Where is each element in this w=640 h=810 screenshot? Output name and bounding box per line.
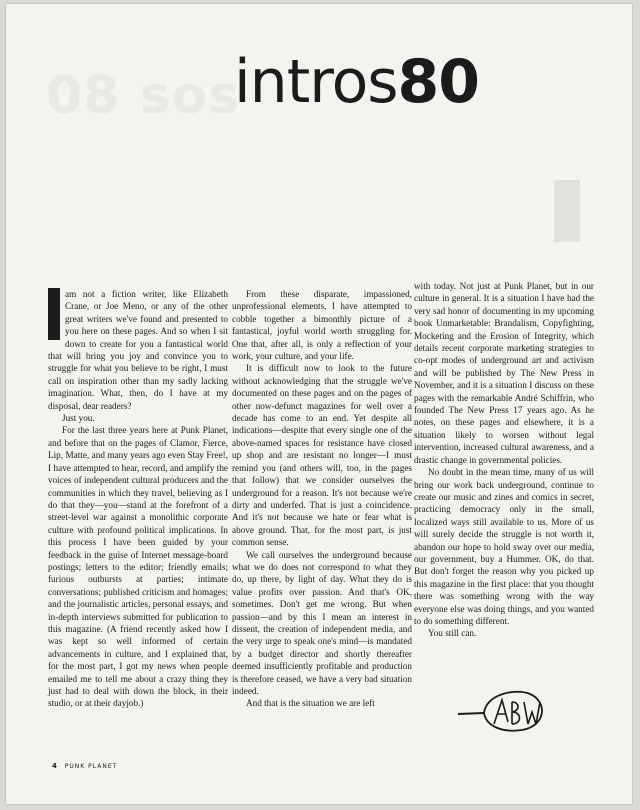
page-number: 4: [52, 762, 58, 770]
magazine-page: [6, 4, 632, 804]
paragraph: From these disparate, impassioned, unprofessional elements, I have attempted to cobble together a bimonthly picture of a fantastical, joyful world worth struggling for. One that, after all, is only a reflection of your work, your culture, and your life.: [232, 289, 412, 362]
paragraph: We call ourselves the underground because what we do does not correspond to what they do, up there, by light of day. What they do is value profits over passion. And that's OK, sometimes. Don't get me wrong. But when passion—and by this I mean an interest in dissent, the creation of independent media, and the very urge to speak one's mind—is mandated by a budget director and shortly thereafter deemed insufficiently profitable and production is therefore ceased, we have a very bad situation indeed.: [232, 549, 412, 696]
publication-name: PUNK PLANET: [64, 763, 118, 770]
closing-line: You still can.: [428, 628, 477, 639]
paragraph: am not a fiction writer, like Elizabeth Crane, or Joe Meno, or any of the other great writers we've found and presented to you here on these pages. And so when I sit down to create for you a fantastical world that will bring you joy and convince you to struggle for what you believe to be right, I must call on inspiration other than my sadly lacking imagination. What, then, do I have at my disposal, dear readers?: [48, 289, 228, 411]
ghost-title-showthrough: 08 sos: [46, 66, 241, 126]
paragraph: Just you.: [62, 413, 95, 424]
paragraph: For the last three years here at Punk Planet, and before that on the pages of Clamor, Fierce, Lip, Matte, and many years ago even Stay Free!, I have attempted to hear, record, and amplify the voices of independent cultural producers and the communities in which they travel, believing as I do that they—you—stand at the forefront of a street-level war against a monolithic corporate culture with profound political implications. In this process I have been guided by your feedback in the guise of Internet message-board postings; letters to the editor; friendly emails; furious outbursts at parties; intimate conversations; published criticism and homages; and the journalistic articles, personal essays, and in-depth interviews submitted for publication to this magazine. (A friend recently asked how I was kept so well informed of certain advancements in culture, and I explained that, for the most part, I got my news when people emailed me to tell me about a crazy thing they just had to deal with down the block, in their studio, or at their dayjob.): [48, 425, 228, 709]
paragraph: It is difficult now to look to the future without acknowledging that the struggle we've documented on these pages and on the pages of other now-defunct magazines for well over a decade has come to an end. Yet despite all indications—despite that every single one of the above-named spaces for resistance have closed up shop and are resistant no longer—I must remind you (and others will, too, in the pages that follow) that we consider ourselves the underground for a reason. It's not because we're dirty and underfed. That is just a coincidence. And it's not because we hate or fear what is above ground. That, for the most part, is just common sense.: [232, 363, 412, 548]
paragraph: No doubt in the mean time, many of us will bring our work back underground, continue to create our music and zines and comics in secret, practicing democracy only in the small, localized ways still available to us. More of us will surely decide the struggle is not worth it, abandon our hope to hold sway over our media, our government, buy a Hummer. OK, do that. But don't forget the reason why you picked up this magazine in the first place: that you thought there was something wrong with the way everyone else was doing things, and you wanted to do something different.: [414, 467, 594, 626]
text-column-1: [48, 248, 228, 710]
ghost-dropcap-showthrough: [554, 180, 580, 242]
page-footer: [52, 762, 117, 770]
text-column-2: [232, 288, 412, 710]
page-title-word: intros: [234, 47, 398, 117]
text-column-3: [414, 280, 594, 640]
page-title: [234, 47, 480, 117]
page-title-number: 80: [397, 47, 480, 117]
dropcap-i: [48, 288, 60, 340]
paragraph: with today. Not just at Punk Planet, but in our culture in general. It is a situation I have had the very sad honor of documenting in my upcoming book Unmarketable: Brandalism, Copyfighting, Mocketing and the Erosion of Integrity, which details recent corporate marketing strategies to co-opt modes of underground art and activism and will be published by The New Press in November, and it is a situation I discuss on these pages with the remarkable André Schiffrin, who founded The New Press 17 years ago. As he notes, on these pages and elsewhere, it is a situation likely to worsen without legal intervention, increased cultural awareness, and a drastic change in governmental policies.: [414, 281, 594, 465]
handwritten-signature: [456, 688, 556, 734]
paragraph: And that is the situation we are left: [246, 698, 375, 709]
